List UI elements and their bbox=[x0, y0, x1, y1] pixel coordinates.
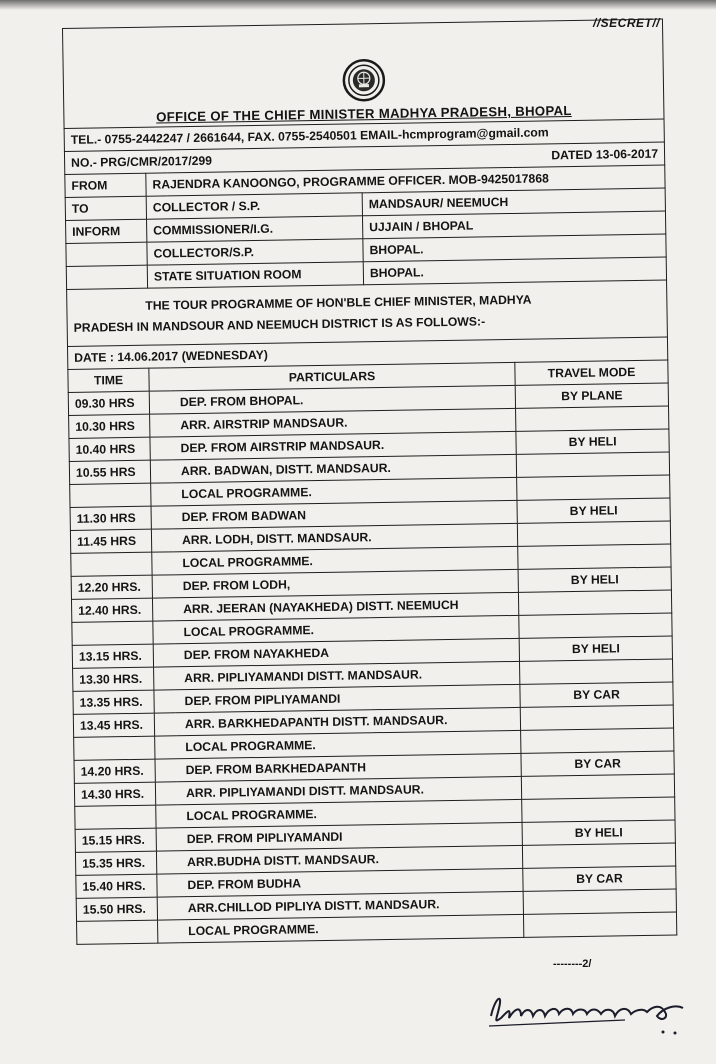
schedule-travel-mode bbox=[518, 590, 671, 615]
schedule-travel-mode: BY HELI bbox=[516, 429, 669, 454]
schedule-time: 11.45 HRS bbox=[70, 529, 151, 553]
schedule-travel-mode: BY CAR bbox=[520, 682, 673, 707]
schedule-time: 13.30 HRS. bbox=[73, 667, 154, 691]
schedule-particulars: LOCAL PROGRAMME. bbox=[158, 914, 524, 943]
schedule-travel-mode: BY HELI bbox=[519, 636, 672, 661]
tour-date: DATE : 14.06.2017 (WEDNESDAY) bbox=[68, 337, 668, 369]
document-sheet bbox=[62, 19, 676, 945]
schedule-time bbox=[75, 805, 156, 829]
schedule-travel-mode: BY HELI bbox=[517, 498, 670, 523]
intro-line-1: THE TOUR PROGRAMME OF HON'BLE CHIEF MINISTER, MADHYA bbox=[145, 292, 532, 313]
column-header-particulars: PARTICULARS bbox=[149, 362, 515, 391]
schedule-particulars: ARR. AIRSTRIP MANDSAUR. bbox=[150, 408, 516, 437]
scan-edge-shadow bbox=[0, 0, 716, 10]
schedule-time: 15.15 HRS. bbox=[75, 828, 156, 852]
schedule-time bbox=[70, 483, 151, 507]
schedule-travel-mode bbox=[520, 705, 673, 730]
inform-label: INFORM bbox=[66, 219, 147, 243]
office-title: OFFICE OF THE CHIEF MINISTER MADHYA PRADESH, BHOPAL bbox=[156, 103, 572, 125]
schedule-particulars: ARR. PIPLIYAMANDI DISTT. MANDSAUR. bbox=[154, 661, 520, 690]
schedule-travel-mode bbox=[519, 613, 672, 638]
schedule-particulars: DEP. FROM BHOPAL. bbox=[149, 385, 515, 414]
schedule-travel-mode bbox=[521, 774, 674, 799]
memo-table bbox=[62, 19, 677, 945]
schedule-particulars: LOCAL PROGRAMME. bbox=[151, 477, 517, 506]
schedule-particulars: DEP. FROM LODH, bbox=[152, 569, 518, 598]
schedule-time: 14.30 HRS. bbox=[74, 782, 155, 806]
schedule-particulars: DEP. FROM PIPLIYAMANDI bbox=[154, 684, 520, 713]
from-value: RAJENDRA KANOONGO, PROGRAMME OFFICER. MOB-9425017868 bbox=[146, 165, 665, 196]
letter-number: NO.- PRG/CMR/2017/299 bbox=[71, 153, 213, 170]
schedule-travel-mode: BY CAR bbox=[521, 751, 674, 776]
handwritten-signature-icon bbox=[485, 978, 700, 1038]
schedule-particulars: LOCAL PROGRAMME. bbox=[152, 546, 518, 575]
schedule-travel-mode: BY PLANE bbox=[515, 383, 668, 408]
schedule-particulars: ARR. BADWAN, DISTT. MANDSAUR. bbox=[150, 454, 516, 483]
schedule-travel-mode: BY HELI bbox=[518, 567, 671, 592]
letterhead bbox=[63, 19, 665, 128]
schedule-time: 15.35 HRS. bbox=[75, 851, 156, 875]
schedule-time: 10.40 HRS bbox=[69, 437, 150, 461]
inform-who: COMMISSIONER/I.G. bbox=[147, 216, 363, 242]
classification-label: //SECRET// bbox=[592, 16, 660, 30]
schedule-travel-mode bbox=[518, 544, 671, 569]
schedule-time: 12.20 HRS. bbox=[71, 575, 152, 599]
schedule-particulars: LOCAL PROGRAMME. bbox=[156, 799, 522, 828]
schedule-time: 14.20 HRS. bbox=[74, 759, 155, 783]
state-emblem-seal-icon bbox=[341, 58, 386, 103]
schedule-particulars: ARR.BUDHA DISTT. MANDSAUR. bbox=[156, 845, 522, 874]
inform-who: COLLECTOR/S.P. bbox=[147, 239, 363, 265]
letter-date: DATED 13-06-2017 bbox=[551, 146, 659, 163]
schedule-travel-mode: BY HELI bbox=[522, 820, 675, 845]
from-label: FROM bbox=[65, 173, 146, 197]
schedule-travel-mode bbox=[521, 728, 674, 753]
schedule-time bbox=[77, 920, 158, 944]
schedule-time bbox=[71, 552, 152, 576]
schedule-particulars: DEP. FROM BUDHA bbox=[157, 868, 523, 897]
page-continuation-marker: --------2/ bbox=[553, 958, 592, 970]
intro-paragraph bbox=[67, 280, 668, 346]
inform-where: BHOPAL. bbox=[363, 234, 666, 262]
schedule-travel-mode bbox=[522, 797, 675, 822]
schedule-time: 11.30 HRS bbox=[70, 506, 151, 530]
schedule-particulars: DEP. FROM AIRSTRIP MANDSAUR. bbox=[150, 431, 516, 460]
column-header-travel-mode: TRAVEL MODE bbox=[515, 360, 668, 385]
schedule-time: 12.40 HRS. bbox=[71, 598, 152, 622]
to-value: COLLECTOR / S.P. bbox=[146, 193, 362, 219]
schedule-travel-mode bbox=[520, 659, 673, 684]
schedule-time: 15.40 HRS. bbox=[76, 874, 157, 898]
schedule-particulars: ARR. JEERAN (NAYAKHEDA) DISTT. NEEMUCH bbox=[152, 592, 518, 621]
schedule-particulars: DEP. FROM PIPLIYAMANDI bbox=[156, 822, 522, 851]
schedule-travel-mode bbox=[517, 475, 670, 500]
contact-line: TEL.- 0755-2442247 / 2661644, FAX. 0755-2540501 EMAIL-hcmprogram@gmail.com bbox=[64, 119, 664, 151]
schedule-particulars: DEP. FROM BADWAN bbox=[151, 500, 517, 529]
schedule-travel-mode bbox=[516, 452, 669, 477]
schedule-time bbox=[72, 621, 153, 645]
schedule-particulars: ARR. PIPLIYAMANDI DISTT. MANDSAUR. bbox=[155, 776, 521, 805]
inform-where: UJJAIN / BHOPAL bbox=[362, 211, 665, 239]
column-header-time: TIME bbox=[68, 368, 149, 392]
schedule-particulars: ARR. BARKHEDAPANTH DISTT. MANDSAUR. bbox=[154, 707, 520, 736]
schedule-travel-mode bbox=[523, 912, 676, 937]
schedule-particulars: DEP. FROM BARKHEDAPANTH bbox=[155, 753, 521, 782]
schedule-time: 09.30 HRS bbox=[68, 391, 149, 415]
intro-line-2: PRADESH IN MANDSOUR AND NEEMUCH DISTRICT IS AS FOLLOWS:- bbox=[73, 314, 486, 335]
schedule-travel-mode bbox=[522, 843, 675, 868]
inform-spacer bbox=[66, 265, 147, 289]
schedule-particulars: ARR.CHILLOD PIPLIYA DISTT. MANDSAUR. bbox=[157, 891, 523, 920]
schedule-travel-mode bbox=[523, 889, 676, 914]
schedule-time: 10.30 HRS bbox=[69, 414, 150, 438]
schedule-travel-mode: BY CAR bbox=[523, 866, 676, 891]
schedule-particulars: DEP. FROM NAYAKHEDA bbox=[153, 638, 519, 667]
schedule-travel-mode bbox=[516, 406, 669, 431]
to-place: MANDSAUR/ NEEMUCH bbox=[362, 188, 665, 216]
schedule-time: 15.50 HRS. bbox=[76, 897, 157, 921]
schedule-particulars: LOCAL PROGRAMME. bbox=[155, 730, 521, 759]
schedule-time bbox=[74, 736, 155, 760]
to-label: TO bbox=[65, 196, 146, 220]
schedule-time: 10.55 HRS bbox=[69, 460, 150, 484]
schedule-travel-mode bbox=[517, 521, 670, 546]
schedule-particulars: LOCAL PROGRAMME. bbox=[153, 615, 519, 644]
inform-where: BHOPAL. bbox=[363, 257, 666, 285]
inform-who: STATE SITUATION ROOM bbox=[147, 262, 363, 288]
inform-spacer bbox=[66, 242, 147, 266]
schedule-time: 13.45 HRS. bbox=[73, 713, 154, 737]
schedule-particulars: ARR. LODH, DISTT. MANDSAUR. bbox=[151, 523, 517, 552]
schedule-time: 13.15 HRS. bbox=[72, 644, 153, 668]
schedule-time: 13.35 HRS. bbox=[73, 690, 154, 714]
